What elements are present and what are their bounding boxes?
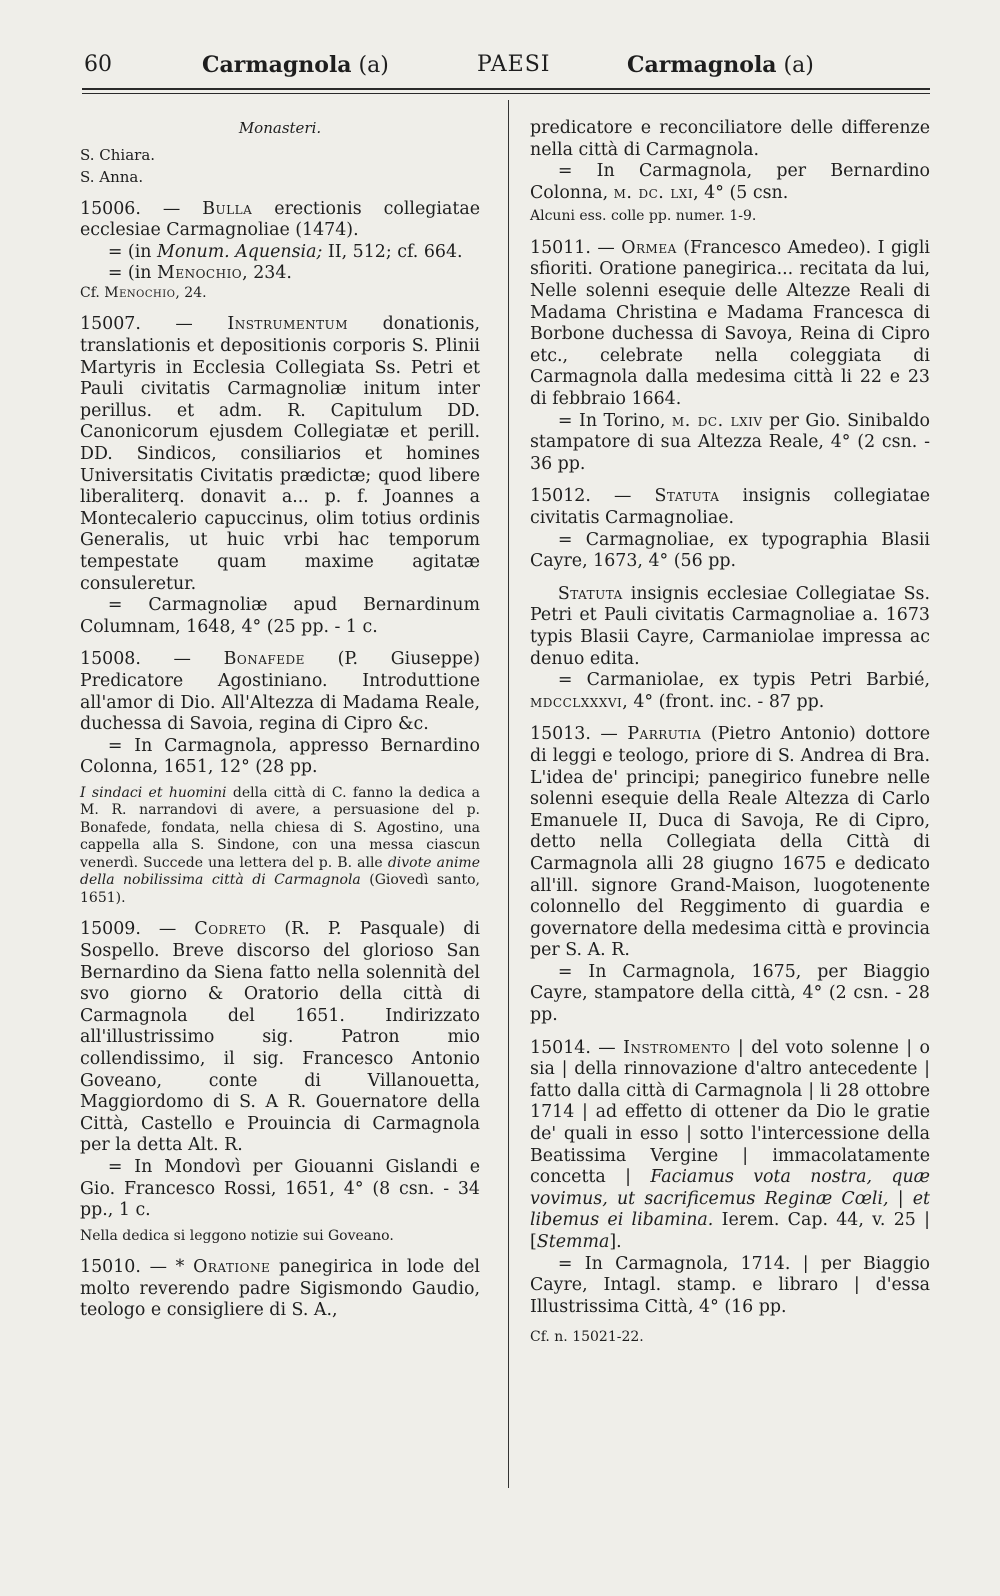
entry-keyword: Ormea <box>621 237 677 258</box>
entry-15007 <box>80 314 480 595</box>
entry-imprint: = In Carmagnola, 1675, per Biaggio Cayre, stampatore della città, 4° (2 csn. - 28 pp. <box>530 961 930 1026</box>
edition-ref: II, 512; cf. 664. <box>322 241 463 262</box>
entry-title: | del voto solenne | o sia | della rinnovazione d'altro antecedente | fatto dalla città di Carmagnola | li 28 ottobre 1714 | ad effetto di ottener da Dio le gratie de' quali in esso | sotto l'intercessione della Beatissima Vergine | immacolatamente concetta | <box>530 1037 930 1188</box>
entry-number: 15011. — <box>530 237 622 258</box>
entry-edition <box>80 263 480 285</box>
column-divider <box>508 100 509 1488</box>
entry-keyword: Bonafede <box>223 649 305 670</box>
entry-title: (Francesco Amedeo). I gigli sfioriti. Oratione panegirica... recitata da lui, Nelle solenni esequie delle Altezze Reali di Madama Christina e Madama Francesca di Borbone duchessa di Savoya, Reina di Cipro etc., celebrate nella coleggiata di Carmagnola dalla medesima città li 22 e 23 di febbraio 1664. <box>530 237 930 410</box>
imprint-text: , 4° (5 csn. <box>693 182 789 203</box>
edition-ref: , 234. <box>242 263 292 284</box>
section-heading: Monasteri. <box>238 119 322 137</box>
entry-15012 <box>530 486 930 529</box>
right-column <box>530 118 930 1359</box>
entry-keyword: Instromento <box>623 1037 731 1058</box>
entry-imprint: = In Carmagnola, 1714. | per Biaggio Cayre, Intagl. stamp. e libraro | d'essa Illustrissima Città, 4° (16 pp. <box>530 1253 930 1317</box>
header-center-title: PAESI <box>477 52 551 77</box>
entry-imprint: = Carmagnoliae, ex typographia Blasii Cayre, 1673, 4° (56 pp. <box>530 529 930 572</box>
note-source: Menochio <box>104 284 176 301</box>
entry-stemma: Stemma <box>536 1232 610 1252</box>
entry-title: (P. Giuseppe) Predicatore Agostiniano. Introduttione all'amor di Dio. All'Altezza di Madama Reale, duchessa di Savoia, regina di Cipro &c. <box>80 649 480 735</box>
entry-keyword: Oratione <box>193 1257 271 1278</box>
edition-prefix: = (in <box>107 241 158 262</box>
note-text: della città di C. fanno la dedica a M. R. narrandovi di avere, a persuasione del p. Bonafede, fondata, nella chiesa di S. Agostino, una cappella alla S. Sindone, con una messa ciascun venerdì. Succede una lettera del p. B. alle <box>80 784 480 871</box>
note-ref: , 24. <box>175 284 207 301</box>
entry-number: 15006. — <box>80 198 203 219</box>
entry-imprint <box>530 670 930 713</box>
entry-15011 <box>530 238 930 411</box>
entry-note: Cf. n. 15021-22. <box>530 1329 644 1346</box>
entry-title: insignis collegiatae civitatis Carmagnoliae. <box>530 486 930 528</box>
entry-number: 15013. — <box>530 724 628 745</box>
entry-15009 <box>80 919 480 1157</box>
imprint-text: = In Torino, <box>557 410 672 431</box>
entry-15013 <box>530 724 930 962</box>
monastery-item: S. Chiara. <box>80 145 156 164</box>
entry-title: insignis ecclesiae Collegiatae Ss. Petri et Pauli civitatis Carmagnoliae a. 1673 typis Blasii Cayre, Carmaniolae impressa ac denuo edita. <box>530 583 930 669</box>
imprint-text: = Carmaniolae, ex typis Petri Barbié, <box>557 670 930 691</box>
edition-prefix: = (in <box>107 263 158 284</box>
entry-15010-continued: predicatore e reconciliatore delle differenze nella città di Carmagnola. <box>530 118 930 160</box>
imprint-date: m. dc. lxiv <box>671 410 763 431</box>
left-column <box>80 118 480 1322</box>
entry-15014 <box>530 1038 930 1254</box>
entry-edition <box>80 242 480 264</box>
entry-imprint <box>530 411 930 476</box>
entry-title: panegirica in lode del molto reverendo padre Sigismondo Gaudio, teologo e consigliere di S. A., <box>80 1257 480 1321</box>
entry-title: (R. P. Pasquale) di Sospello. Breve discorso del glorioso San Bernardino da Siena fatto nella solennità del svo giorno & Oratorio della città di Carmagnola del 1651. Indirizzato all'illustrissimo sig. Patron mio collendissimo, il sig. Francesco Antonio Goveano, conte di Villanouetta, Maggiordomo di S. A R. Gouernatore della Città, Castello e Prouincia di Carmagnola per la detta Alt. R. <box>80 919 480 1156</box>
note-prefix: Cf. <box>80 284 105 301</box>
entry-title: donationis, translationis et depositionis corporis S. Plinii Martyris in Ecclesia Collegiata Ss. Petri et Pauli civitatis Carmagnoliæ initum inter perillus. et adm. R. Capitulum DD. Canonicorum ejusdem Collegiatæ et perill. DD. Sindicos, consiliarios et homines Universitatis Civitatis prædictæ; quod libere liberaliterq. donavit a... p. f. Joannes a Montecalerio capuccinus, olim totius ordinis Generalis, ut huic vrbi hac temporum tempestate quam maxime agitatæ consuleretur. <box>80 314 481 594</box>
entry-keyword: Statuta <box>654 486 720 507</box>
imprint-date: mdcclxxxvi <box>530 691 623 712</box>
header-left-title-text: Carmagnola <box>202 52 352 78</box>
entry-number: 15014. — <box>530 1037 624 1058</box>
entry-imprint <box>530 161 930 204</box>
header-left-title <box>202 52 389 78</box>
entry-15008 <box>80 649 480 735</box>
imprint-text: per Gio. Sinibaldo stampatore di sua Altezza Reale, 4° (2 csn. - 36 pp. <box>530 410 930 474</box>
imprint-date: m. dc. lxi <box>613 182 694 203</box>
header-rule-thin <box>82 93 930 94</box>
entry-ref-end: ]. <box>609 1232 622 1252</box>
entry-title: erectionis collegiatae ecclesiae Carmagnoliae (1474). <box>80 198 480 241</box>
header-right-suffix: (a) <box>776 53 814 78</box>
monastery-item: S. Anna. <box>80 167 144 186</box>
entry-imprint: = In Carmagnola, appresso Bernardino Colonna, 1651, 12° (28 pp. <box>80 735 480 778</box>
entry-number: 15012. — <box>530 486 655 507</box>
entry-imprint: = In Mondovì per Giouanni Gislandi e Gio. Francesco Rossi, 1651, 4° (8 csn. - 34 pp., 1 c. <box>80 1156 480 1221</box>
entry-quote: Faciamus vota nostra, quæ vovimus, ut sacrificemus Reginæ Cœli, | et libemus ei libamina. <box>530 1167 931 1231</box>
imprint-text: = In Carmagnola, per Bernardino Colonna, <box>530 161 930 203</box>
entry-keyword: Parrutia <box>627 724 702 745</box>
imprint-text: , 4° (front. inc. - 87 pp. <box>622 691 825 712</box>
note-italic: divote anime della nobilissima città di Carmagnola <box>80 854 480 889</box>
entry-number: 15009. — <box>80 919 195 940</box>
entry-number: 15008. — <box>80 649 224 670</box>
header-right-title-text: Carmagnola <box>627 52 777 78</box>
entry-note <box>80 285 480 303</box>
header-left-suffix: (a) <box>351 53 389 78</box>
entry-title: (Pietro Antonio) dottore di leggi e teologo, priore di S. Andrea di Bra. L'idea de' principi; panegirico funebre nelle solenni esequie della Reale Altezza di Carlo Emanuele II, Duca di Savoja, Re di Cipro, detto nella Collegiata della Città di Carmagnola alli 28 giugno 1675 e dedicato all'ill. signore Grand-Maison, luogotenente colonnello del Reggimento di guardia e governatore della medesima città e provincia per S. A. R. <box>530 724 930 961</box>
entry-ref: Ierem. Cap. 44, v. 25 | [ <box>530 1210 930 1252</box>
note-text: (Giovedì santo, 1651). <box>80 872 480 906</box>
header-right-title <box>627 52 814 78</box>
entry-keyword: Instrumentum <box>227 314 349 335</box>
entry-keyword: Statuta <box>557 583 623 604</box>
entry-imprint: = Carmagnoliæ apud Bernardinum Columnam, 1648, 4° (25 pp. - 1 c. <box>80 595 480 637</box>
page-number: 60 <box>84 52 112 77</box>
entry-keyword: Bulla <box>202 198 253 219</box>
entry-variant <box>530 584 930 670</box>
entry-15010 <box>80 1257 480 1322</box>
entry-15006 <box>80 199 480 242</box>
entry-number: 15010. — * <box>80 1257 194 1278</box>
header-rule <box>82 88 930 90</box>
entry-note: Nella dedica si leggono notizie sui Goveano. <box>80 1227 394 1244</box>
entry-number: 15007. — <box>80 314 228 335</box>
edition-source: Menochio <box>157 263 243 284</box>
entry-note: Alcuni ess. colle pp. numer. 1-9. <box>530 208 757 225</box>
edition-source: Monum. Aquensia; <box>157 241 323 262</box>
entry-note <box>80 785 480 908</box>
running-header <box>82 46 930 86</box>
entry-keyword: Codreto <box>194 919 267 940</box>
note-italic: I sindaci et huomini <box>80 784 227 801</box>
